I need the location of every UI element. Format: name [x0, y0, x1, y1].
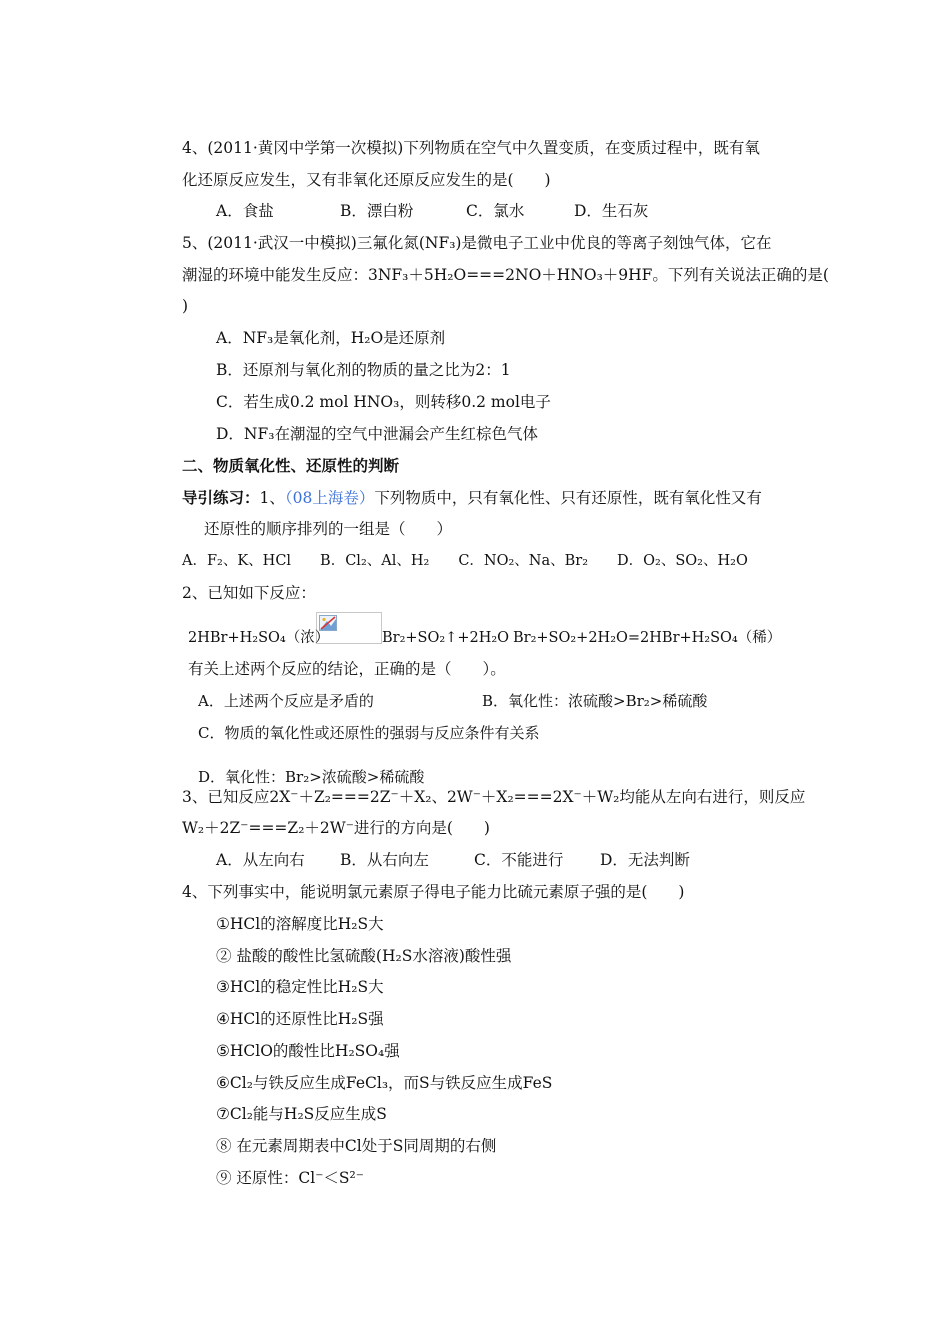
- q5-option-c: C．若生成0.2 mol HNO₃，则转移0.2 mol电子: [216, 393, 551, 411]
- q3-option-a: A．从左向右: [216, 851, 305, 869]
- q2-reaction1-right: Br₂+SO₂↑+2H₂O: [382, 630, 510, 646]
- q4b-item-6: ⑥Cl₂与铁反应生成FeCl₃，而S与铁反应生成FeS: [216, 1074, 553, 1092]
- q2-option-a: A．上述两个反应是矛盾的: [198, 692, 374, 710]
- q5-option-b: B．还原剂与氧化剂的物质的量之比为2：1: [216, 361, 511, 379]
- q5-line1: 5、(2011·武汉一中模拟)三氟化氮(NF₃)是微电子工业中优良的等离子刻蚀气体，它在: [182, 234, 772, 252]
- guide-line2: 还原性的顺序排列的一组是（ ）: [204, 520, 453, 538]
- q2-stem: 有关上述两个反应的结论，正确的是（ ）。: [188, 660, 506, 678]
- q3-line1: 3、已知反应2X⁻＋Z₂===2Z⁻＋X₂、2W⁻＋X₂===2X⁻＋W₂均能从左向右进行，则反应: [182, 788, 806, 806]
- q4a-option-d: D．生石灰: [574, 202, 649, 220]
- q4b-item-3: ③HCl的稳定性比H₂S大: [216, 978, 384, 996]
- q4a-option-c: C．氯水: [466, 202, 525, 220]
- q4b-item-9: ⑨ 还原性：Cl⁻＜S²⁻: [216, 1169, 364, 1187]
- q2-option-d: D．氧化性：Br₂>浓硫酸>稀硫酸: [198, 768, 425, 786]
- q5-option-a: A．NF₃是氧化剂，H₂O是还原剂: [216, 329, 446, 347]
- q3-option-d: D．无法判断: [600, 851, 690, 869]
- q3-option-c: C．不能进行: [474, 851, 564, 869]
- guide-number: 1、: [259, 489, 285, 507]
- q4b-item-1: ①HCl的溶解度比H₂S大: [216, 915, 384, 933]
- q5-line2: 潮湿的环境中能发生反应：3NF₃＋5H₂O===2NO＋HNO₃＋9HF。下列有关说法正确的是(: [182, 266, 829, 284]
- q5-line3: ): [182, 297, 189, 315]
- guide-text: 下列物质中，只有氧化性、只有还原性，既有氧化性又有: [374, 489, 762, 507]
- q2-reaction1-left: 2HBr+H₂SO₄（浓）: [188, 630, 330, 646]
- guide-options: A．F₂、K、HCl B．Cl₂、Al、H₂ C．NO₂、Na、Br₂ D．O₂、SO₂、H₂O: [182, 553, 748, 569]
- q4b-item-2: ② 盐酸的酸性比氢硫酸(H₂S水溶液)酸性强: [216, 947, 512, 965]
- q4b-item-5: ⑤HClO的酸性比H₂SO₄强: [216, 1042, 400, 1060]
- q2-reaction2: Br₂+SO₂+2H₂O=2HBr+H₂SO₄（稀）: [513, 630, 782, 646]
- q4a-option-a: A．食盐: [216, 202, 274, 220]
- q5-option-d: D．NF₃在潮湿的空气中泄漏会产生红棕色气体: [216, 425, 538, 443]
- q2-head: 2、已知如下反应：: [182, 584, 316, 602]
- guide-source: （08上海卷）: [284, 489, 375, 507]
- q2-option-c: C．物质的氧化性或还原性的强弱与反应条件有关系: [198, 724, 540, 742]
- q4b-item-4: ④HCl的还原性比H₂S强: [216, 1010, 384, 1028]
- q4a-options: [216, 201, 648, 221]
- q4a-line1: 4、(2011·黄冈中学第一次模拟)下列物质在空气中久置变质，在变质过程中，既有氧: [182, 139, 760, 157]
- q3-options: [216, 850, 690, 870]
- q2-option-b: B．氧化性：浓硫酸>Br₂>稀硫酸: [482, 692, 708, 710]
- q4b-item-7: ⑦Cl₂能与H₂S反应生成S: [216, 1105, 387, 1123]
- section-heading: 二、物质氧化性、还原性的判断: [182, 456, 400, 475]
- guide-line1: [182, 488, 762, 508]
- q4a-line2: 化还原反应发生，又有非氧化还原反应发生的是( ): [182, 171, 551, 189]
- q4a-option-b: B．漂白粉: [340, 202, 414, 220]
- guide-label: 导引练习：: [182, 488, 260, 507]
- q4b-item-8: ⑧ 在元素周期表中Cl处于S同周期的右侧: [216, 1137, 497, 1155]
- q3-line2: W₂＋2Z⁻===Z₂＋2W⁻进行的方向是( ): [182, 819, 490, 837]
- q4b-stem: 4、下列事实中，能说明氯元素原子得电子能力比硫元素原子强的是( ): [182, 883, 685, 901]
- q3-option-b: B．从右向左: [340, 851, 429, 869]
